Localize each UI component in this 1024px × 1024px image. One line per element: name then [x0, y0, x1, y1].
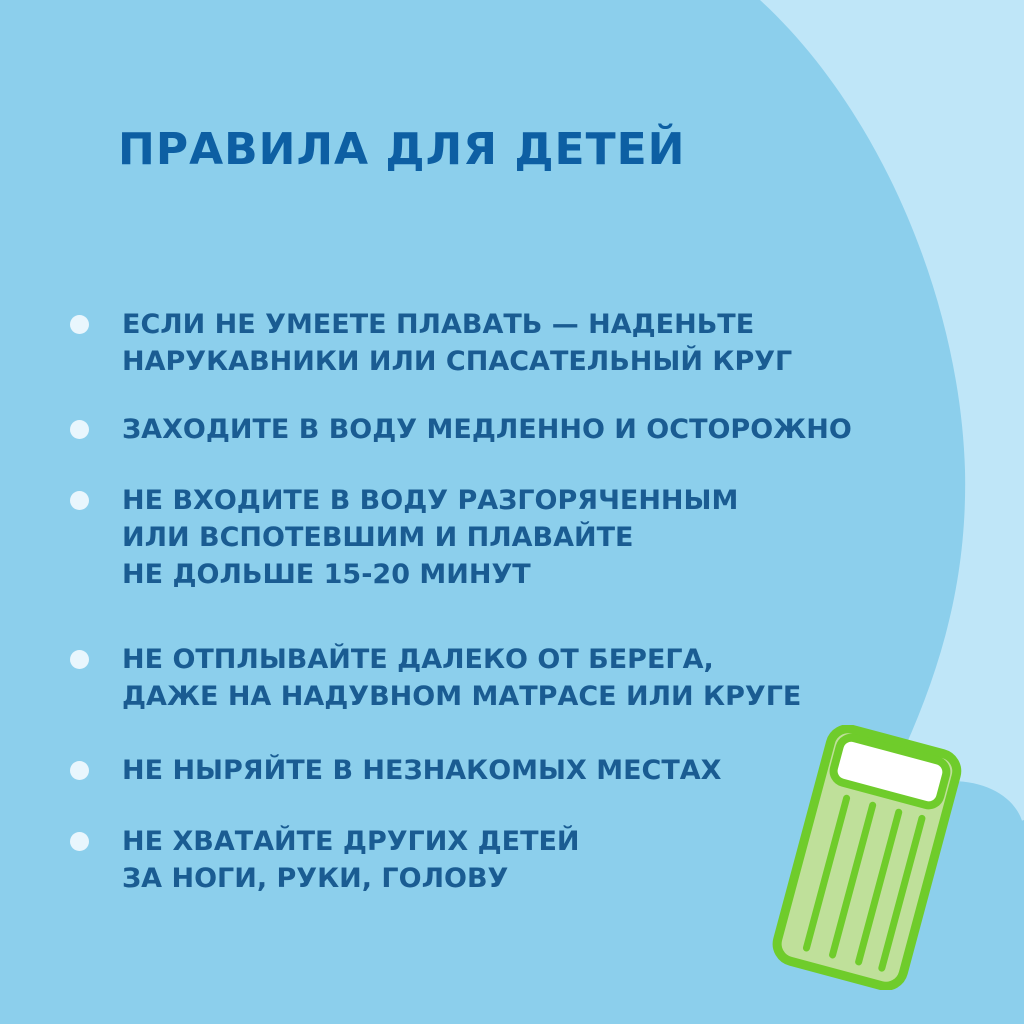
- circle-bullet-icon: [70, 491, 89, 510]
- rule-item: [122, 752, 721, 789]
- rule-item: [122, 641, 801, 715]
- rule-text: ИЛИ ВСПОТЕВШИМ И ПЛАВАЙТЕ: [122, 522, 634, 553]
- rule-item: [122, 306, 792, 380]
- rule-text: НАРУКАВНИКИ ИЛИ СПАСАТЕЛЬНЫЙ КРУГ: [122, 346, 793, 377]
- circle-bullet-icon: [70, 420, 89, 439]
- circle-bullet-icon: [70, 761, 89, 780]
- page-title: ПРАВИЛА ДЛЯ ДЕТЕЙ: [118, 124, 686, 175]
- rule-text: ЕСЛИ НЕ УМЕЕТЕ ПЛАВАТЬ — НАДЕНЬТЕ: [122, 309, 755, 340]
- circle-bullet-icon: [70, 832, 89, 851]
- rule-text: НЕ ВХОДИТЕ В ВОДУ РАЗГОРЯЧЕННЫМ: [122, 485, 739, 516]
- rule-text: НЕ ХВАТАЙТЕ ДРУГИХ ДЕТЕЙ: [122, 826, 580, 857]
- rule-text: НЕ ОТПЛЫВАЙТЕ ДАЛЕКО ОТ БЕРЕГА,: [122, 644, 714, 675]
- rule-item: [122, 411, 852, 448]
- rule-text: ЗА НОГИ, РУКИ, ГОЛОВУ: [122, 863, 509, 894]
- rule-text: ЗАХОДИТЕ В ВОДУ МЕДЛЕННО И ОСТОРОЖНО: [122, 414, 852, 445]
- rule-text: НЕ ДОЛЬШЕ 15-20 МИНУТ: [122, 559, 531, 590]
- rule-text: НЕ НЫРЯЙТЕ В НЕЗНАКОМЫХ МЕСТАХ: [122, 755, 722, 786]
- inflatable-mattress-icon: [760, 725, 970, 990]
- rule-item: [122, 823, 580, 897]
- circle-bullet-icon: [70, 315, 89, 334]
- rule-text: ДАЖЕ НА НАДУВНОМ МАТРАСЕ ИЛИ КРУГЕ: [122, 681, 802, 712]
- rule-item: [122, 482, 738, 593]
- circle-bullet-icon: [70, 650, 89, 669]
